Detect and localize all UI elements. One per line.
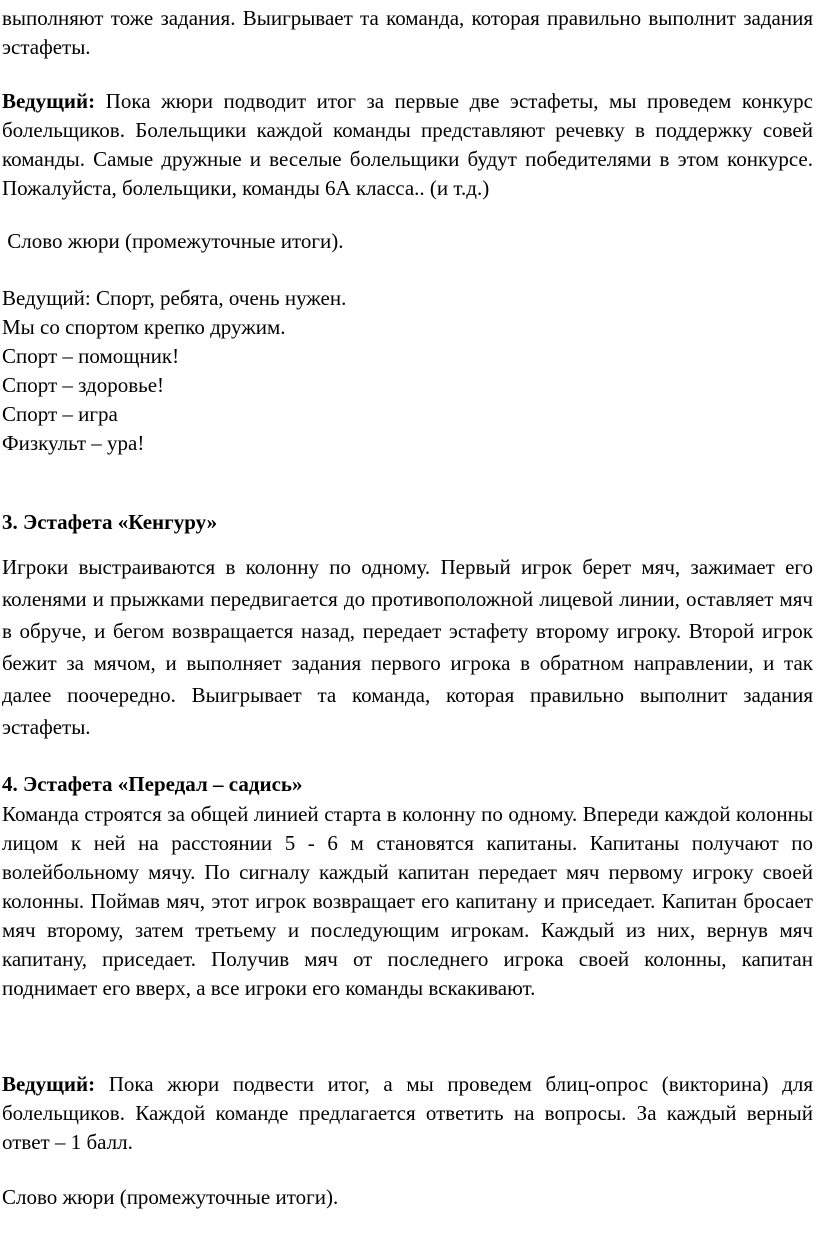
section-4-title: 4. Эстафета «Передал – садись» bbox=[2, 772, 303, 796]
section-4-text: Команда строятся за общей линией старта в колонну по одному. Впереди каждой колонны лицом к ней на расстоянии 5 - 6 м становятся капитаны. Капитаны получают по волейбольному мячу. По сигналу каждый капитан передает мяч первому игроку своей колонны. Поймав мяч, этот игрок возвращает его капитану и приседает. Капитан бросает мяч второму, затем третьему и последующим игрокам. Каждый из них, вернув мяч капитану, приседает. Получив мяч от последнего игрока своей колонны, капитан поднимает его вверх, а все игроки его команды вскакивают. bbox=[2, 802, 813, 1000]
section-3-text: Игроки выстраиваются в колонну по одному. Первый игрок берет мяч, зажимает его коленями и прыжками передвигается до противоположной лицевой линии, оставляет мяч в обруче, и бегом возвращается назад, передает эстафету второму игроку. Второй игрок бежит за мячом, и выполняет задания первого игрока в обратном направлении, и так далее поочередно. Выигрывает та команда, которая правильно выполнит задания эстафеты. bbox=[2, 555, 813, 739]
poem-line: Ведущий: Спорт, ребята, очень нужен. bbox=[2, 286, 347, 310]
poem-line: Мы со спортом крепко дружим. bbox=[2, 315, 286, 339]
section-3-title: 3. Эстафета «Кенгуру» bbox=[2, 510, 218, 534]
poem-line: Спорт – игра bbox=[2, 402, 118, 426]
jury-note-1: Слово жюри (промежуточные итоги). bbox=[2, 229, 344, 253]
host-paragraph-1: Ведущий: Пока жюри подводит итог за первые две эстафеты, мы проведем конкурс болельщиков. Болельщики каждой команды представляют речевку в поддержку совей команды. Самые дружные и веселые болельщики будут победителями в этом конкурсе. Пожалуйста, болельщики, команды 6А класса.. (и т.д.) bbox=[2, 89, 813, 200]
jury-note-2: Слово жюри (промежуточные итоги). bbox=[2, 1185, 339, 1209]
host-label-2: Ведущий: bbox=[2, 1072, 96, 1096]
poem bbox=[2, 284, 813, 458]
host-paragraph-2: Ведущий: Пока жюри подвести итог, а мы проведем блиц-опрос (викторина) для болельщиков. Каждой команде предлагается ответить на вопросы. За каждый верный ответ – 1 балл. bbox=[2, 1072, 813, 1154]
poem-line: Физкульт – ура! bbox=[2, 431, 145, 455]
poem-line: Спорт – здоровье! bbox=[2, 373, 165, 397]
host-label: Ведущий: bbox=[2, 89, 96, 113]
intro-paragraph: выполняют тоже задания. Выигрывает та команда, которая правильно выполнит задания эстафеты. bbox=[2, 6, 813, 59]
poem-line: Спорт – помощник! bbox=[2, 344, 180, 368]
